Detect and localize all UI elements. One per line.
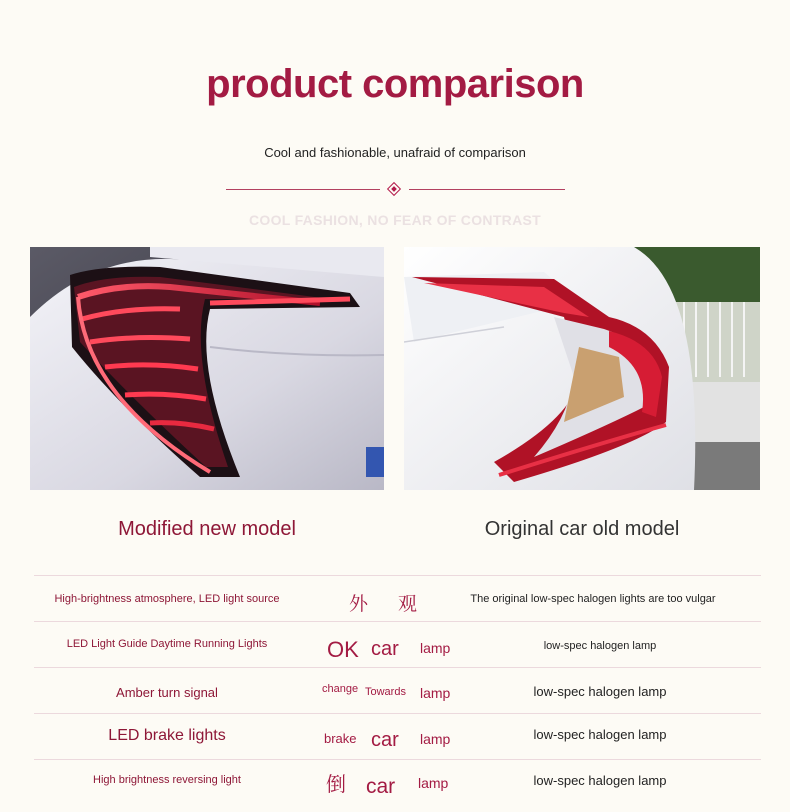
page-subtitle: Cool and fashionable, unafraid of comparison bbox=[264, 145, 526, 160]
english-subtitle: COOL FASHION, NO FEAR OF CONTRAST bbox=[249, 212, 541, 228]
table-row-mid: car bbox=[371, 638, 399, 660]
table-row-left: LED brake lights bbox=[108, 727, 226, 744]
table-row-mid: 外 bbox=[349, 594, 369, 615]
divider-right bbox=[409, 189, 565, 190]
table-row-mid: car bbox=[371, 729, 399, 751]
diamond-icon bbox=[387, 182, 401, 196]
modified-model-caption: Modified new model bbox=[118, 518, 296, 540]
table-row-mid: car bbox=[366, 775, 396, 798]
table-row-right: low-spec halogen lamp bbox=[543, 640, 657, 652]
row-divider bbox=[34, 575, 761, 576]
table-row-mid: brake bbox=[324, 731, 357, 746]
table-row-left: Amber turn signal bbox=[116, 685, 218, 700]
table-row-right: The original low-spec halogen lights are too vulgar bbox=[470, 593, 716, 605]
table-row-mid: change bbox=[322, 683, 359, 695]
divider-left bbox=[226, 189, 380, 190]
original-model-caption: Original car old model bbox=[484, 518, 680, 540]
table-row-right: low-spec halogen lamp bbox=[533, 684, 667, 699]
table-row-mid: lamp bbox=[420, 640, 451, 656]
table-row-left: LED Light Guide Daytime Running Lights bbox=[66, 638, 268, 650]
table-row-left: High-brightness atmosphere, LED light source bbox=[54, 593, 280, 605]
table-row-mid: 倒 bbox=[326, 774, 346, 796]
table-row-mid: Towards bbox=[365, 686, 406, 698]
row-divider bbox=[34, 667, 761, 668]
table-row-mid: lamp bbox=[420, 731, 451, 747]
table-row-right: low-spec halogen lamp bbox=[533, 727, 667, 742]
row-divider bbox=[34, 713, 761, 714]
modified-taillight-photo bbox=[30, 247, 384, 490]
table-row-mid: OK bbox=[327, 637, 359, 662]
row-divider bbox=[34, 621, 761, 622]
table-row-right: low-spec halogen lamp bbox=[533, 773, 667, 788]
table-row-mid: 观 bbox=[398, 594, 418, 615]
row-divider bbox=[34, 759, 761, 760]
table-row-left: High brightness reversing light bbox=[93, 774, 241, 786]
table-row-mid: lamp bbox=[418, 775, 449, 791]
original-taillight-photo bbox=[404, 247, 760, 490]
table-row-mid: lamp bbox=[420, 685, 451, 701]
page-title: product comparison bbox=[206, 62, 584, 106]
